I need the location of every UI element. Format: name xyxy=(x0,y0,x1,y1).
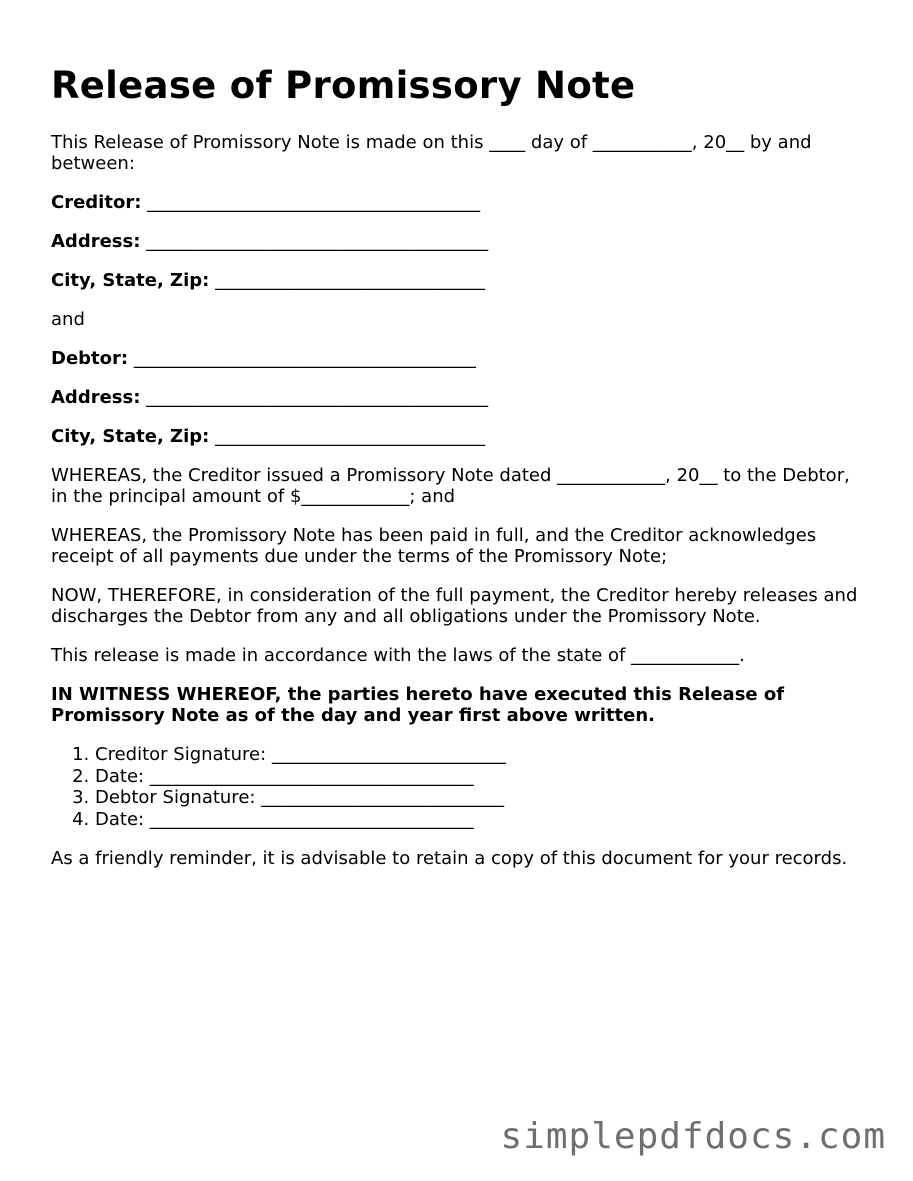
creditor-address-line: ______________________________________ xyxy=(146,231,489,252)
creditor-city-field xyxy=(51,270,863,291)
debtor-address-label: Address: xyxy=(51,387,141,408)
now-therefore-paragraph: NOW, THEREFORE, in consideration of the full payment, the Creditor hereby releases and discharges the Debtor from any and all obligations under the Promissory Note. xyxy=(51,585,858,627)
signature-list xyxy=(51,744,863,830)
footer-brand-watermark: simplepdfdocs.com xyxy=(500,1116,886,1157)
and-text: and xyxy=(51,309,85,330)
debtor-date-item: 4. Date: ____________________________________ xyxy=(95,809,863,831)
whereas-paragraph-2: WHEREAS, the Promissory Note has been paid in full, and the Creditor acknowledges receipt of all payments due under the terms of the Promissory Note; xyxy=(51,525,817,567)
debtor-name-line: ______________________________________ xyxy=(133,348,476,369)
creditor-address-label: Address: xyxy=(51,231,141,252)
witness-paragraph: IN WITNESS WHEREOF, the parties hereto have executed this Release of Promissory Note as of the day and year first above written. xyxy=(51,684,785,726)
creditor-address-field xyxy=(51,231,863,252)
document-page xyxy=(51,62,863,887)
debtor-name-label: Debtor: xyxy=(51,348,129,369)
debtor-city-label: City, State, Zip: xyxy=(51,426,210,447)
debtor-address-field xyxy=(51,387,863,408)
debtor-name-field xyxy=(51,348,863,369)
creditor-date-item: 2. Date: ____________________________________ xyxy=(95,766,863,788)
creditor-city-line: ______________________________ xyxy=(215,270,486,291)
governing-law-paragraph: This release is made in accordance with the laws of the state of ____________. xyxy=(51,645,745,666)
debtor-address-line: ______________________________________ xyxy=(146,387,489,408)
creditor-signature-item: 1. Creditor Signature: __________________________ xyxy=(95,744,863,766)
creditor-name-label: Creditor: xyxy=(51,192,142,213)
creditor-name-line: _____________________________________ xyxy=(147,192,481,213)
debtor-city-line: ______________________________ xyxy=(215,426,486,447)
debtor-city-field xyxy=(51,426,863,447)
creditor-name-field xyxy=(51,192,863,213)
debtor-signature-item: 3. Debtor Signature: ___________________________ xyxy=(95,787,863,809)
whereas-paragraph-1: WHEREAS, the Creditor issued a Promissory Note dated ____________, 20__ to the Debtor, in the principal amount of $____________; and xyxy=(51,465,850,507)
document-title: Release of Promissory Note xyxy=(51,64,636,107)
creditor-city-label: City, State, Zip: xyxy=(51,270,210,291)
reminder-paragraph: As a friendly reminder, it is advisable to retain a copy of this document for your records. xyxy=(51,848,848,869)
intro-paragraph: This Release of Promissory Note is made on this ____ day of ___________, 20__ by and between: xyxy=(51,132,812,174)
